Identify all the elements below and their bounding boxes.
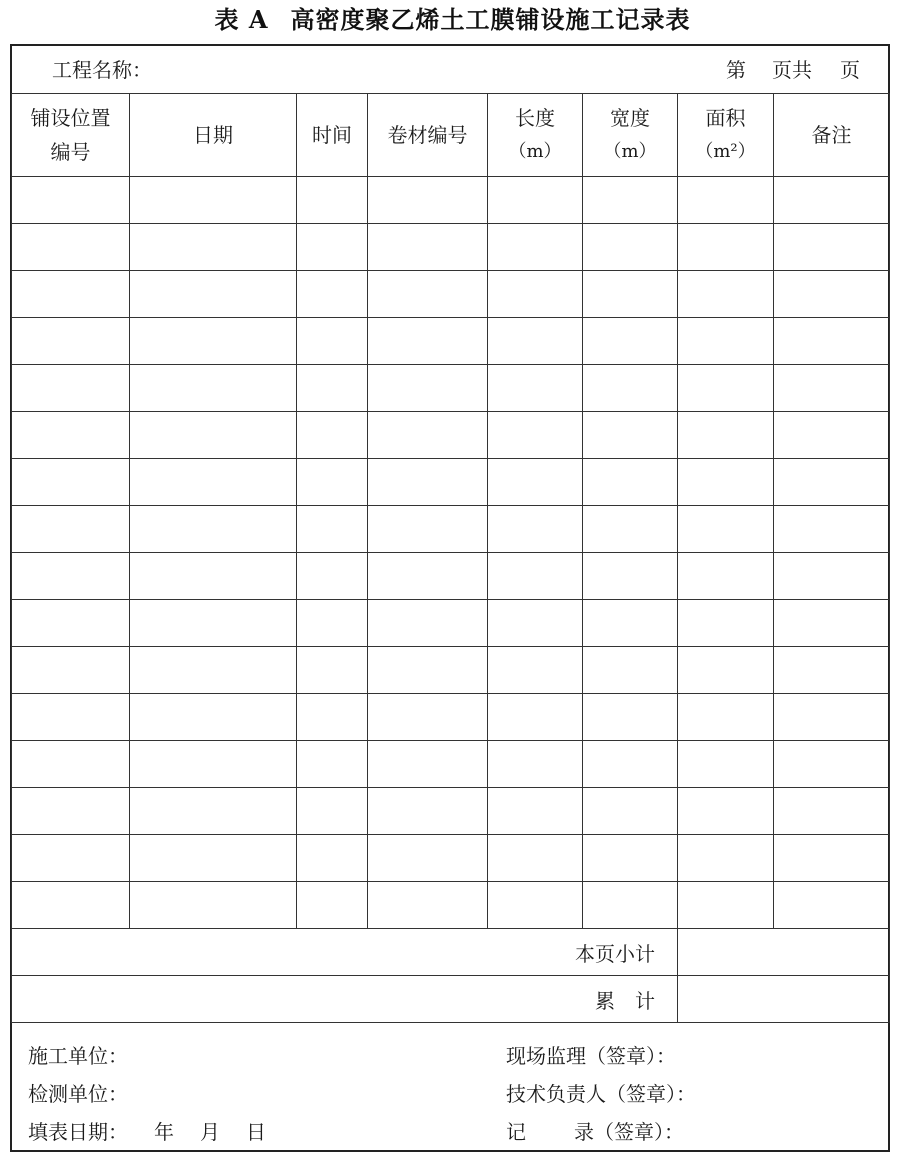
table-row (12, 882, 890, 929)
table-row (12, 506, 890, 553)
cell-width[interactable] (583, 506, 678, 553)
fill-date-label: 填表日期： (28, 1120, 128, 1144)
col-header-area: 面积 （m²） (678, 94, 774, 177)
cell-length[interactable] (488, 365, 583, 412)
cell-area[interactable] (678, 177, 774, 224)
cell-time[interactable] (297, 506, 368, 553)
table-row (12, 177, 890, 224)
cell-length[interactable] (488, 271, 583, 318)
fill-date-field (28, 1116, 266, 1145)
table-code: 表 A (214, 5, 269, 34)
cell-date[interactable] (130, 365, 297, 412)
cell-position[interactable] (12, 553, 130, 600)
cell-roll-no[interactable] (368, 412, 488, 459)
table-row (12, 365, 890, 412)
cell-position[interactable] (12, 788, 130, 835)
col-header-width: 宽度 （m） (583, 94, 678, 177)
cell-roll-no[interactable] (368, 271, 488, 318)
cell-remark[interactable] (774, 647, 890, 694)
cell-area[interactable] (678, 224, 774, 271)
cell-position[interactable] (12, 271, 130, 318)
record-form (10, 44, 890, 1152)
cell-area[interactable] (678, 788, 774, 835)
cell-date[interactable] (130, 224, 297, 271)
cell-length[interactable] (488, 224, 583, 271)
cell-width[interactable] (583, 835, 678, 882)
col-header-position: 铺设位置 编号 (12, 94, 130, 177)
page-subtotal-value[interactable] (678, 929, 890, 976)
page-di: 第 (726, 58, 746, 82)
cell-length[interactable] (488, 694, 583, 741)
page-ye-gong: 页共 (772, 58, 812, 82)
cell-area[interactable] (678, 741, 774, 788)
cell-roll-no[interactable] (368, 459, 488, 506)
cell-length[interactable] (488, 177, 583, 224)
cell-remark[interactable] (774, 224, 890, 271)
cell-remark[interactable] (774, 271, 890, 318)
cell-position[interactable] (12, 835, 130, 882)
cell-date[interactable] (130, 318, 297, 365)
cell-roll-no[interactable] (368, 882, 488, 929)
table-title-text: 高密度聚乙烯土工膜铺设施工记录表 (290, 5, 691, 34)
table-row (12, 647, 890, 694)
cell-position[interactable] (12, 365, 130, 412)
cell-width[interactable] (583, 882, 678, 929)
cell-time[interactable] (297, 412, 368, 459)
construction-unit-field: 施工单位： (28, 1044, 128, 1068)
cell-remark[interactable] (774, 788, 890, 835)
cell-date[interactable] (130, 177, 297, 224)
record-table (11, 93, 890, 1023)
cell-remark[interactable] (774, 318, 890, 365)
cell-remark[interactable] (774, 506, 890, 553)
cell-width[interactable] (583, 177, 678, 224)
cell-roll-no[interactable] (368, 506, 488, 553)
cell-date[interactable] (130, 882, 297, 929)
cell-date[interactable] (130, 412, 297, 459)
cell-time[interactable] (297, 553, 368, 600)
cell-remark[interactable] (774, 741, 890, 788)
col-header-date: 日期 (130, 94, 297, 177)
page-subtotal-row (12, 929, 890, 976)
cell-length[interactable] (488, 882, 583, 929)
cell-date[interactable] (130, 506, 297, 553)
page-ye: 页 (840, 58, 860, 82)
cell-length[interactable] (488, 553, 583, 600)
cell-position[interactable] (12, 459, 130, 506)
cell-remark[interactable] (774, 600, 890, 647)
recorder-field (506, 1116, 684, 1145)
cell-roll-no[interactable] (368, 553, 488, 600)
cell-area[interactable] (678, 506, 774, 553)
cell-time[interactable] (297, 694, 368, 741)
table-row (12, 271, 890, 318)
cell-width[interactable] (583, 553, 678, 600)
cell-date[interactable] (130, 694, 297, 741)
cell-roll-no[interactable] (368, 788, 488, 835)
cell-remark[interactable] (774, 835, 890, 882)
cumulative-label: 累 计 (12, 976, 678, 1023)
table-row (12, 788, 890, 835)
cell-width[interactable] (583, 365, 678, 412)
project-name-label: 工程名称： (52, 58, 152, 82)
cell-date[interactable] (130, 835, 297, 882)
cell-area[interactable] (678, 553, 774, 600)
cell-time[interactable] (297, 459, 368, 506)
cell-width[interactable] (583, 741, 678, 788)
cell-time[interactable] (297, 365, 368, 412)
cell-area[interactable] (678, 412, 774, 459)
date-month: 月 (200, 1120, 220, 1144)
cell-width[interactable] (583, 600, 678, 647)
cell-remark[interactable] (774, 412, 890, 459)
cell-date[interactable] (130, 271, 297, 318)
table-row (12, 459, 890, 506)
cell-area[interactable] (678, 271, 774, 318)
cell-date[interactable] (130, 553, 297, 600)
cell-roll-no[interactable] (368, 647, 488, 694)
cell-width[interactable] (583, 647, 678, 694)
table-row (12, 553, 890, 600)
cell-time[interactable] (297, 882, 368, 929)
cell-position[interactable] (12, 741, 130, 788)
testing-unit-field: 检测单位： (28, 1082, 128, 1106)
cell-area[interactable] (678, 459, 774, 506)
cell-area[interactable] (678, 647, 774, 694)
cell-roll-no[interactable] (368, 224, 488, 271)
cell-length[interactable] (488, 788, 583, 835)
cell-area[interactable] (678, 694, 774, 741)
technical-lead-field: 技术负责人（签章）： (506, 1082, 696, 1106)
cell-position[interactable] (12, 647, 130, 694)
recorder-ji: 记 (506, 1120, 526, 1144)
cell-remark[interactable] (774, 177, 890, 224)
cell-position[interactable] (12, 412, 130, 459)
cumulative-value[interactable] (678, 976, 890, 1023)
cell-time[interactable] (297, 224, 368, 271)
cell-width[interactable] (583, 412, 678, 459)
cell-length[interactable] (488, 600, 583, 647)
cell-length[interactable] (488, 318, 583, 365)
table-row (12, 741, 890, 788)
cell-date[interactable] (130, 647, 297, 694)
cell-width[interactable] (583, 271, 678, 318)
cell-time[interactable] (297, 318, 368, 365)
cell-width[interactable] (583, 788, 678, 835)
cell-time[interactable] (297, 741, 368, 788)
cell-length[interactable] (488, 506, 583, 553)
cell-position[interactable] (12, 224, 130, 271)
cell-area[interactable] (678, 365, 774, 412)
page-subtotal-label: 本页小计 (12, 929, 678, 976)
cell-remark[interactable] (774, 882, 890, 929)
cell-area[interactable] (678, 882, 774, 929)
table-row (12, 835, 890, 882)
cell-length[interactable] (488, 647, 583, 694)
site-supervisor-field: 现场监理（签章）： (506, 1044, 676, 1068)
cell-time[interactable] (297, 835, 368, 882)
cell-roll-no[interactable] (368, 835, 488, 882)
table-row (12, 224, 890, 271)
col-header-roll-no: 卷材编号 (368, 94, 488, 177)
cell-length[interactable] (488, 459, 583, 506)
cell-length[interactable] (488, 835, 583, 882)
cell-width[interactable] (583, 224, 678, 271)
cell-roll-no[interactable] (368, 741, 488, 788)
cell-area[interactable] (678, 835, 774, 882)
cell-time[interactable] (297, 177, 368, 224)
page-number-info (726, 46, 860, 94)
cell-time[interactable] (297, 600, 368, 647)
cell-date[interactable] (130, 788, 297, 835)
table-row (12, 600, 890, 647)
cell-length[interactable] (488, 412, 583, 459)
cell-roll-no[interactable] (368, 318, 488, 365)
table-row (12, 694, 890, 741)
cell-position[interactable] (12, 318, 130, 365)
table-row (12, 318, 890, 365)
cell-length[interactable] (488, 741, 583, 788)
signature-footer (12, 1028, 888, 1150)
cell-remark[interactable] (774, 694, 890, 741)
date-year: 年 (154, 1120, 174, 1144)
cell-time[interactable] (297, 647, 368, 694)
table-row (12, 412, 890, 459)
cell-roll-no[interactable] (368, 694, 488, 741)
cell-position[interactable] (12, 506, 130, 553)
date-day: 日 (246, 1120, 266, 1144)
recorder-rest: 录（签章）： (574, 1120, 684, 1144)
cumulative-row (12, 976, 890, 1023)
col-header-remark: 备注 (774, 94, 890, 177)
cell-width[interactable] (583, 318, 678, 365)
cell-width[interactable] (583, 694, 678, 741)
project-row (12, 46, 888, 94)
cell-date[interactable] (130, 459, 297, 506)
form-title (0, 4, 905, 36)
cell-time[interactable] (297, 788, 368, 835)
cell-position[interactable] (12, 882, 130, 929)
cell-date[interactable] (130, 741, 297, 788)
cell-area[interactable] (678, 318, 774, 365)
cell-date[interactable] (130, 600, 297, 647)
cell-time[interactable] (297, 271, 368, 318)
cell-position[interactable] (12, 694, 130, 741)
cell-roll-no[interactable] (368, 365, 488, 412)
cell-width[interactable] (583, 459, 678, 506)
col-header-time: 时间 (297, 94, 368, 177)
cell-area[interactable] (678, 600, 774, 647)
cell-roll-no[interactable] (368, 600, 488, 647)
cell-roll-no[interactable] (368, 177, 488, 224)
cell-remark[interactable] (774, 365, 890, 412)
cell-position[interactable] (12, 177, 130, 224)
header-row (12, 94, 890, 177)
cell-remark[interactable] (774, 459, 890, 506)
cell-remark[interactable] (774, 553, 890, 600)
col-header-length: 长度 （m） (488, 94, 583, 177)
cell-position[interactable] (12, 600, 130, 647)
